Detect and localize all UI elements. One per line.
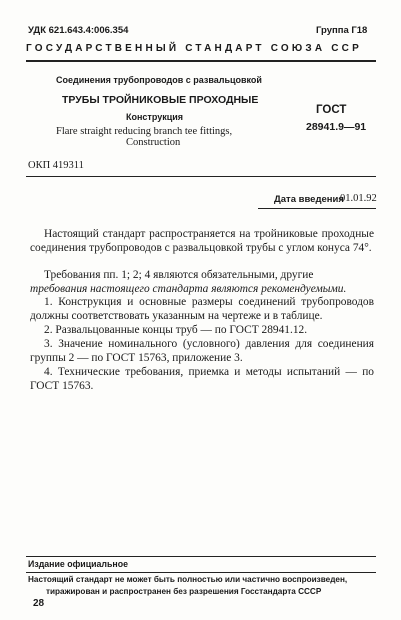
requirements-line-1: Требования пп. 1; 2; 4 являются обязательными, другие: [44, 269, 314, 281]
intro-date-label: Дата введения: [274, 194, 344, 205]
reproduction-notice-1: Настоящий стандарт не может быть полностью или частично воспроизведен,: [28, 575, 348, 584]
header-rule: [26, 60, 376, 62]
okp-code: ОКП 419311: [28, 160, 84, 171]
intro-date-rule: [258, 208, 376, 209]
title-line-tees: ТРУБЫ ТРОЙНИКОВЫЕ ПРОХОДНЫЕ: [62, 94, 259, 106]
paragraph-item-2: 2. Развальцованные концы труб — по ГОСТ 28941.12.: [44, 324, 308, 336]
paragraph-item-3: 3. Значение номинального (условного) давления для соединения группы 2 — по ГОСТ 15763, приложение 3.: [30, 338, 374, 364]
paragraph-item-4: 4. Технические требования, приемка и методы испытаний — по ГОСТ 15763.: [30, 366, 374, 392]
title-line-construction: Конструкция: [126, 112, 184, 122]
gost-number: 28941.9—91: [306, 121, 367, 133]
reproduction-notice-2: тиражирован и распространен без разрешения Госстандарта СССР: [46, 587, 322, 596]
paragraph-scope: Настоящий стандарт распространяется на тройниковые проходные соединения трубопроводов с развальцовкой трубы с углом конуса 74°.: [30, 228, 374, 254]
title-line-connections: Соединения трубопроводов с развальцовкой: [56, 75, 262, 85]
standard-title: ГОСУДАРСТВЕННЫЙ СТАНДАРТ СОЮЗА ССР: [26, 43, 362, 54]
official-edition: Издание официальное: [28, 559, 128, 569]
requirements-line-2: требования настоящего стандарта являются рекомендуемыми.: [30, 282, 347, 295]
paragraph-requirements: [30, 269, 374, 297]
udc-code: УДК 621.643.4:006.354: [28, 25, 129, 36]
group-code: Группа Г18: [316, 25, 368, 36]
footer-rule-top: [26, 556, 376, 557]
paragraph-item-1: 1. Конструкция и основные размеры соединений трубопроводов должны соответствовать указанным на чертеже и в таблице.: [30, 296, 374, 322]
title-en-line1: Flare straight reducing branch tee fittings,: [56, 126, 233, 137]
title-en-line2: Construction: [126, 137, 181, 148]
page-number: 28: [33, 598, 45, 609]
gost-label: ГОСТ: [316, 104, 347, 116]
okp-rule: [26, 176, 376, 177]
footer-rule-bottom: [26, 572, 376, 573]
intro-date-value: 01.01.92: [340, 193, 377, 204]
